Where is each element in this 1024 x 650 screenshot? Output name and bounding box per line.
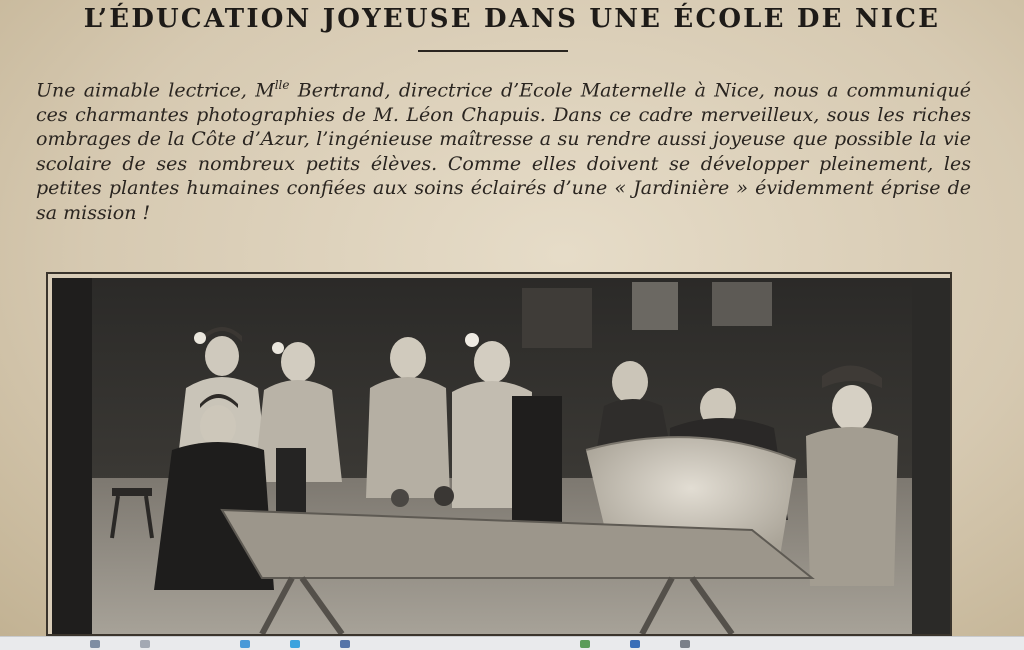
photo-frame: [46, 272, 952, 636]
intro-text-rest: Bertrand, directrice d’Ecole Maternelle à Nice, nous a communiqué ces charmantes photographies de M. Léon Chapuis. Dans ce cadre merveilleux, sous les riches ombrages de la Côte d’Azur, l’ingénieuse maîtresse a su rendre aussi joyeuse que possible la vie scolaire de ses nombreux petits élèves. Comme elles doivent se développer pleinement, les petites plantes humaines confiées aux soins éclairés d’une « Jardinière » évidemment éprise de sa mission !: [36, 79, 971, 224]
bg-window: [712, 282, 772, 326]
bg-right-shadow: [912, 278, 950, 634]
title-underline: [418, 50, 568, 52]
taskbar-app-icon[interactable]: [240, 640, 250, 648]
taskbar-app-icon[interactable]: [290, 640, 300, 648]
toy-chair: [276, 448, 306, 518]
bg-left-shadow: [52, 278, 92, 634]
dark-box: [512, 396, 562, 528]
toy-pot: [391, 489, 409, 507]
article-intro: [36, 73, 971, 225]
stool: [112, 488, 152, 496]
taskbar-app-icon[interactable]: [90, 640, 100, 648]
bg-window: [632, 282, 678, 330]
intro-superscript: lle: [274, 78, 290, 92]
taskbar-app-icon[interactable]: [580, 640, 590, 648]
toy-pot: [434, 486, 454, 506]
intro-text-start: Une aimable lectrice, M: [36, 79, 275, 102]
article-title: L’ÉDUCATION JOYEUSE DANS UNE ÉCOLE DE NICE: [83, 4, 941, 34]
taskbar-app-icon[interactable]: [680, 640, 690, 648]
taskbar-app-icon[interactable]: [340, 640, 350, 648]
bg-cabinet: [522, 288, 592, 348]
taskbar-app-icon[interactable]: [140, 640, 150, 648]
taskbar-app-icon[interactable]: [630, 640, 640, 648]
classroom-photo: [52, 278, 950, 634]
taskbar: [0, 636, 1024, 650]
